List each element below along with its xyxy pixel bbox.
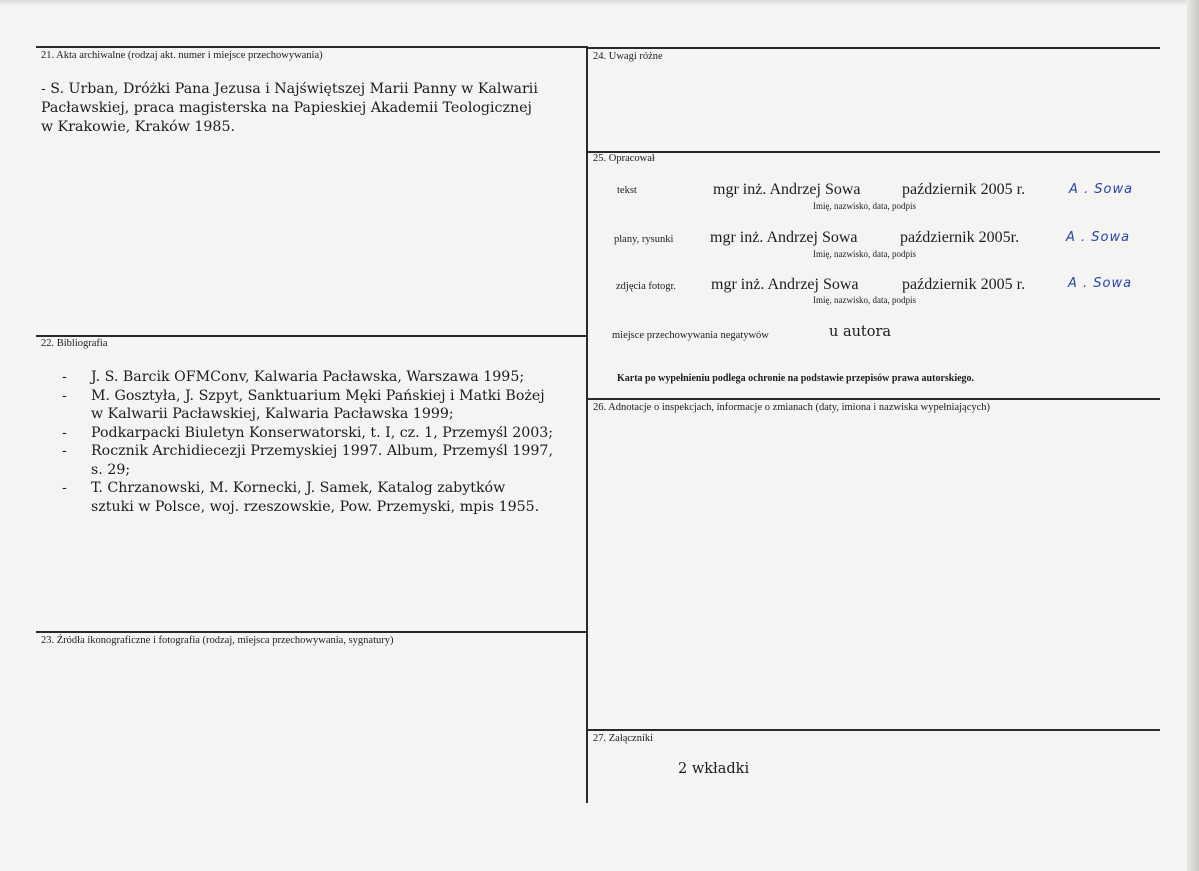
bibliography-item bbox=[62, 368, 582, 387]
author-name: mgr inż. Andrzej Sowa bbox=[711, 276, 859, 293]
bibliography-line: M. Gosztyła, J. Szpyt, Sanktuarium Męki Pańskiej i Matki Bożej bbox=[91, 387, 545, 404]
negatives-value: u autora bbox=[829, 324, 892, 340]
bibliography-line: Podkarpacki Biuletyn Konserwatorski, t. I, cz. 1, Przemyśl 2003; bbox=[91, 424, 554, 441]
section-21-line: w Krakowie, Kraków 1985. bbox=[41, 119, 235, 135]
section-21-line: Pacławskiej, praca magisterska na Papieskiej Akademii Teologicznej bbox=[41, 100, 532, 116]
divider-section-22 bbox=[36, 335, 587, 337]
divider-top-left bbox=[36, 46, 587, 48]
section-21-line: - S. Urban, Dróżki Pana Jezusa i Najświętszej Marii Panny w Kalwarii bbox=[41, 81, 538, 97]
bibliography-line: sztuki w Polsce, woj. rzeszowskie, Pow. Przemyski, mpis 1955. bbox=[91, 498, 540, 515]
divider-section-25 bbox=[587, 151, 1160, 153]
copyright-note: Karta po wypełnieniu podlega ochronie na podstawie przepisów prawa autorskiego. bbox=[617, 373, 975, 384]
author-caption: Imię, nazwisko, data, podpis bbox=[813, 295, 916, 305]
author-date: październik 2005 r. bbox=[902, 276, 1026, 293]
section-22-label: 22. Bibliografia bbox=[41, 338, 108, 349]
author-caption: Imię, nazwisko, data, podpis bbox=[813, 201, 916, 211]
bibliography-item bbox=[62, 479, 582, 516]
bibliography-line: s. 29; bbox=[91, 461, 131, 478]
handwritten-signature: A . Sowa bbox=[1066, 230, 1131, 245]
handwritten-signature: A . Sowa bbox=[1069, 182, 1134, 197]
bibliography-line: J. S. Barcik OFMConv, Kalwaria Pacławska, Warszawa 1995; bbox=[91, 369, 525, 385]
section-21-text bbox=[41, 80, 538, 137]
bibliography-line: w Kalwarii Pacławskiej, Kalwaria Pacławska 1999; bbox=[91, 406, 454, 422]
negatives-label: miejsce przechowywania negatywów bbox=[612, 330, 769, 341]
list-dash: - bbox=[62, 387, 67, 404]
author-date: październik 2005r. bbox=[900, 229, 1020, 246]
scan-right-edge bbox=[1187, 0, 1199, 871]
bibliography-item bbox=[62, 442, 582, 479]
bibliography-line: Rocznik Archidiecezji Przemyskiej 1997. Album, Przemyśl 1997, bbox=[91, 443, 553, 459]
section-25-label: 25. Opracował bbox=[593, 153, 655, 164]
author-name: mgr inż. Andrzej Sowa bbox=[713, 181, 861, 198]
divider-section-23 bbox=[36, 631, 587, 633]
author-row-label: tekst bbox=[617, 185, 637, 196]
bibliography-item bbox=[62, 387, 582, 424]
list-dash: - bbox=[62, 443, 67, 459]
divider-section-26 bbox=[587, 398, 1160, 400]
list-dash: - bbox=[62, 369, 67, 385]
author-name: mgr inż. Andrzej Sowa bbox=[710, 229, 858, 246]
author-date: październik 2005 r. bbox=[902, 181, 1026, 198]
list-dash: - bbox=[62, 424, 67, 441]
author-row-label: zdjęcia fotogr. bbox=[616, 281, 677, 292]
handwritten-signature: A . Sowa bbox=[1068, 276, 1133, 291]
section-27-label: 27. Załączniki bbox=[593, 733, 654, 744]
author-row-label: plany, rysunki bbox=[614, 234, 674, 245]
divider-top-right bbox=[587, 47, 1160, 49]
section-21-label: 21. Akta archiwalne (rodzaj akt. numer i miejsce przechowywania) bbox=[41, 50, 323, 61]
divider-center-vertical bbox=[586, 46, 588, 803]
author-caption: Imię, nazwisko, data, podpis bbox=[813, 249, 916, 259]
list-dash: - bbox=[62, 480, 67, 496]
bibliography-item bbox=[62, 424, 582, 443]
section-24-label: 24. Uwagi różne bbox=[593, 51, 663, 62]
section-26-label: 26. Adnotacje o inspekcjach, informacje o zmianach (daty, imiona i nazwiska wypełniających) bbox=[593, 402, 991, 413]
attachments-value: 2 wkładki bbox=[678, 761, 750, 777]
section-23-label: 23. Źródła ikonograficzne i fotografia (rodzaj, miejsca przechowywania, sygnatury) bbox=[41, 635, 394, 646]
scan-top-edge bbox=[0, 0, 1199, 6]
bibliography-list bbox=[62, 368, 582, 516]
divider-section-27 bbox=[587, 729, 1160, 731]
bibliography-line: T. Chrzanowski, M. Kornecki, J. Samek, Katalog zabytków bbox=[91, 480, 506, 496]
